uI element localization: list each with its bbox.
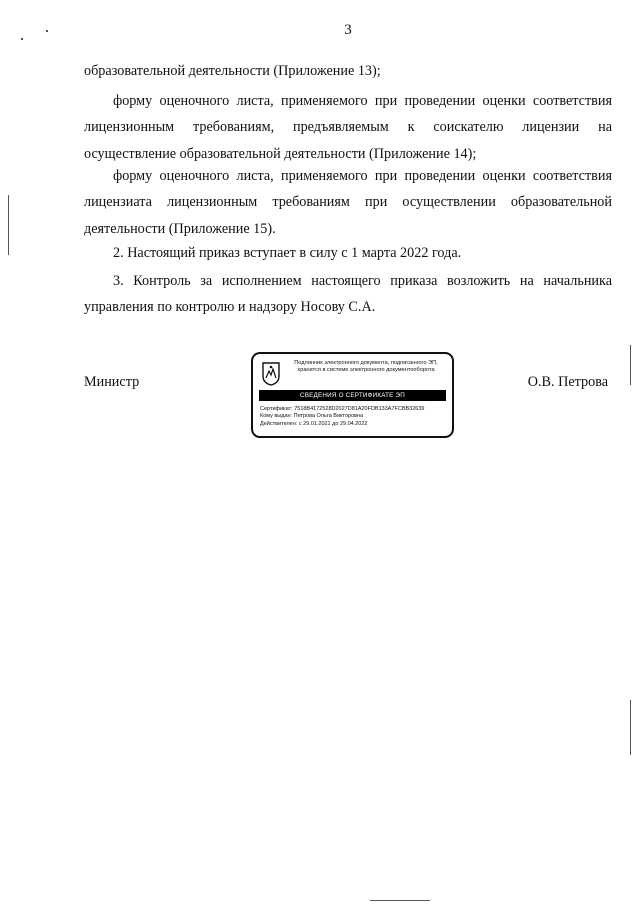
paragraph-appendix-14: форму оценочного листа, применяемого при проведении оценки соответствия лицензионным требованиям, предъявляемым к соискателю лицензии на осуществление образовательной деятельности (Приложение 14);: [84, 93, 612, 162]
body-text: [84, 268, 612, 321]
paragraph-continuation: образовательной деятельности (Приложение 13);: [84, 63, 381, 79]
stamp-details: [260, 406, 448, 428]
stamp-header-line: хранится в системе электронного документооборота: [297, 367, 435, 373]
paragraph-appendix-15: форму оценочного листа, применяемого при проведении оценки соответствия лицензиата лицензионным требованиям при осуществлении образовательной деятельности (Приложение 15).: [84, 168, 612, 237]
stamp-header: [283, 360, 449, 374]
scan-artifact: [630, 345, 631, 385]
signer-title: Министр: [84, 374, 140, 390]
scan-artifact: [8, 195, 9, 255]
signer-name: О.В. Петрова: [527, 374, 608, 390]
body-text: [84, 88, 612, 167]
page-number: 3: [344, 22, 352, 38]
scan-artifact: [21, 38, 23, 40]
paragraph-control: 3. Контроль за исполнением настоящего приказа возложить на начальника управления по контролю и надзору Носову С.А.: [84, 273, 612, 316]
paragraph-effective-date: 2. Настоящий приказ вступает в силу с 1 марта 2022 года.: [113, 245, 462, 261]
certificate-owner: Кому выдан: Петрова Ольга Викторовна: [260, 413, 364, 420]
scan-artifact: [630, 700, 631, 755]
body-text: [84, 163, 612, 242]
certificate-number: Сертификат: 7518B4172528D2027D81A20FDB133A7FCBB32639: [260, 406, 425, 412]
scan-artifact: [46, 30, 48, 32]
coat-of-arms-icon: [262, 362, 280, 386]
electronic-signature-stamp: [251, 352, 454, 438]
body-text: [84, 58, 612, 84]
body-text: [84, 240, 612, 266]
stamp-header-line: Подлинник электронного документа, подписанного ЭП,: [294, 360, 438, 366]
scan-artifact: [370, 900, 430, 901]
stamp-certificate-bar: СВЕДЕНИЯ О СЕРТИФИКАТЕ ЭП: [259, 390, 446, 401]
certificate-validity: Действителен: с 29.01.2021 до 29.04.2022: [260, 420, 368, 427]
